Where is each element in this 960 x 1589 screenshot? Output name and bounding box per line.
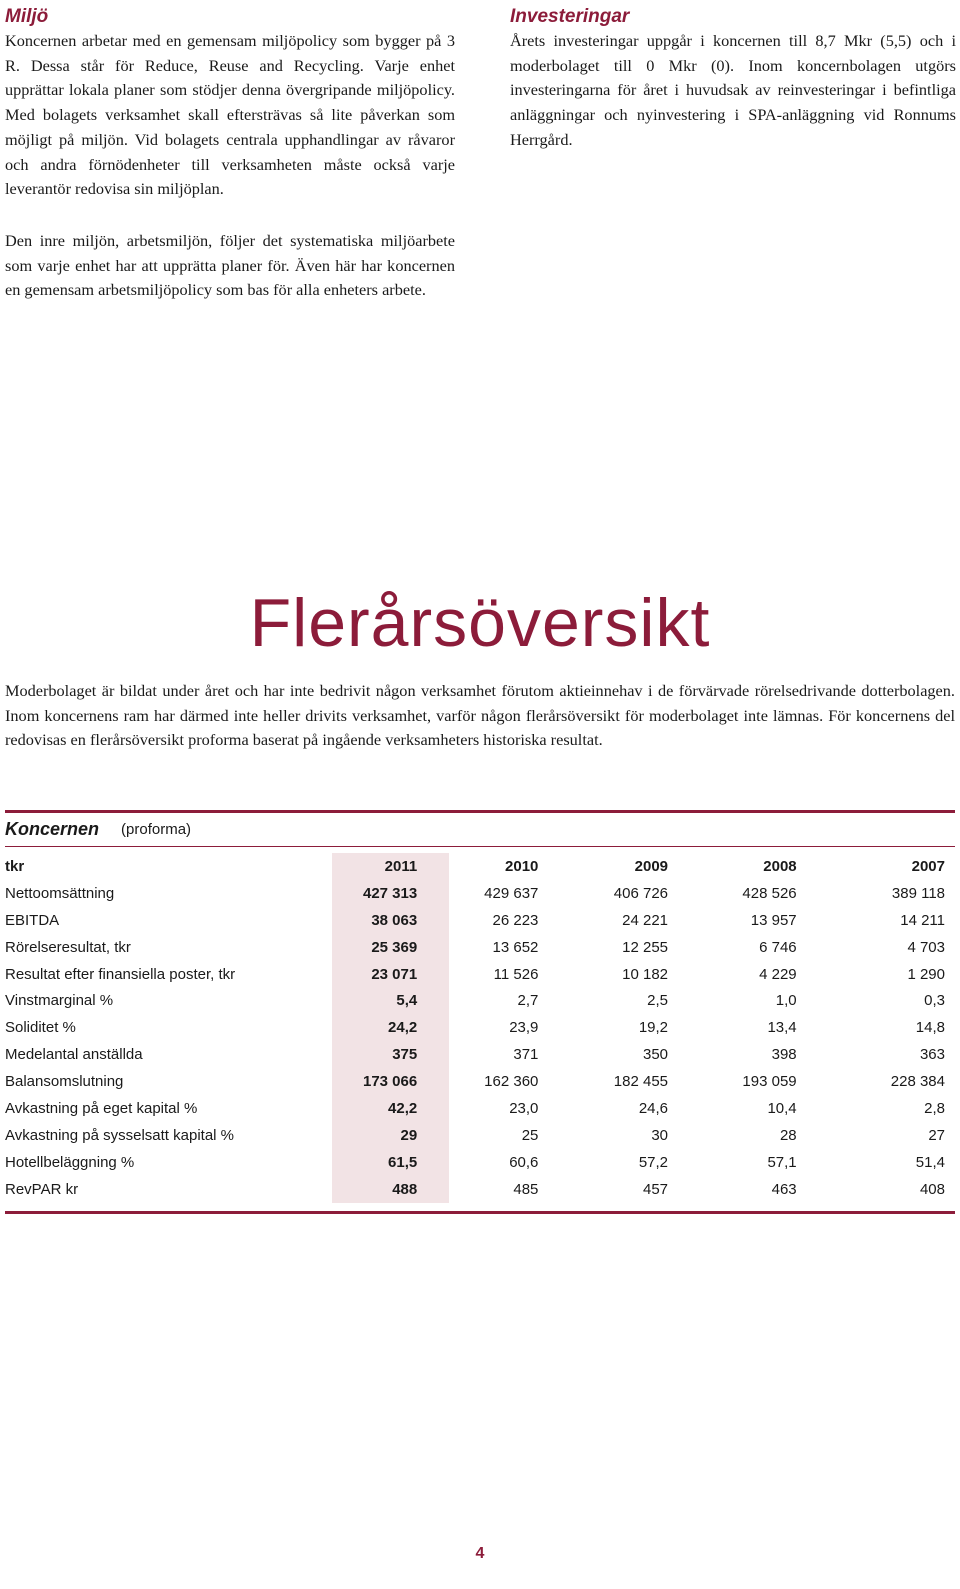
value-cell: 12 255 — [622, 938, 669, 956]
row-label-cell: EBITDA — [5, 911, 60, 929]
row-label-cell: RevPAR kr — [5, 1180, 79, 1198]
investeringar-section — [510, 4, 956, 153]
value-cell: 23 071 — [332, 961, 449, 988]
value-cell: 13,4 — [767, 1019, 797, 1037]
value-cell: 26 223 — [492, 911, 539, 929]
value-cell: 10,4 — [767, 1099, 797, 1117]
table-row — [5, 1176, 955, 1203]
value-cell: 23,9 — [509, 1019, 539, 1037]
value-cell: 27 — [928, 1126, 945, 1144]
investeringar-heading: Investeringar — [510, 6, 630, 27]
flerarsoversikt-intro: Moderbolaget är bildat under året och har inte bedrivit någon verksamhet förutom aktieinnehav i de förvärvade rörelsedrivande dotterbolagen. Inom koncernens ram har därmed inte heller drivits verksamhet, varför någon flerårsöversikt för moderbolaget inte lämnas. För koncernens del redovisas en flerårsöversikt proforma baserat på ingående verksamheters historiska resultat. — [5, 681, 955, 750]
row-label-cell: Nettoomsättning — [5, 884, 115, 902]
row-label-cell: Balansomslutning — [5, 1073, 124, 1091]
table-row — [5, 907, 955, 934]
header-cell: 2009 — [634, 857, 669, 875]
row-label-cell: Avkastning på eget kapital % — [5, 1099, 198, 1117]
table-subtitle: (proforma) — [121, 821, 192, 838]
value-cell: 406 726 — [613, 884, 669, 902]
value-cell: 25 369 — [332, 934, 449, 961]
row-label-cell: Soliditet % — [5, 1019, 76, 1037]
value-cell: 173 066 — [332, 1068, 449, 1095]
value-cell: 2,5 — [647, 992, 669, 1010]
miljo-section — [5, 4, 455, 202]
table-title: Koncernen — [5, 819, 100, 839]
value-cell: 363 — [919, 1046, 945, 1064]
table-header-row — [5, 853, 955, 880]
value-cell: 375 — [332, 1041, 449, 1068]
value-cell: 428 526 — [742, 884, 797, 902]
value-cell: 398 — [771, 1046, 797, 1064]
value-cell: 23,0 — [509, 1099, 539, 1117]
miljo-heading: Miljö — [5, 6, 49, 27]
header-cell: tkr — [5, 857, 25, 875]
page-title: Flerårsöversikt — [249, 585, 711, 661]
value-cell: 29 — [332, 1122, 449, 1149]
miljo-paragraph-1: Koncernen arbetar med en gemensam miljöpolicy som bygger på 3 R. Dessa står för Reduce, Reuse and Recycling. Varje enhet upprättar lokala planer som stödjer denna övergripande miljöpolicy. Med bolagets verksamhet skall eftersträvas så lite påverkan som möjligt på miljön. Vid bolagets centrala upphandlingar av råvaror och andra förnödenheter till verksamheten måste också varje leverantör redovisa sin miljöplan. — [5, 31, 455, 199]
multi-year-table — [5, 853, 955, 1203]
value-cell: 162 360 — [484, 1073, 539, 1091]
value-cell: 42,2 — [332, 1095, 449, 1122]
value-cell: 0,3 — [924, 992, 945, 1010]
value-cell: 408 — [919, 1180, 945, 1198]
table-row — [5, 1068, 955, 1095]
value-cell: 10 182 — [622, 965, 669, 983]
value-cell: 6 746 — [759, 938, 797, 956]
koncernen-table-section — [5, 810, 955, 1214]
value-cell: 14,8 — [915, 1019, 945, 1037]
value-cell: 371 — [513, 1046, 539, 1064]
table-row — [5, 880, 955, 907]
value-cell: 24,2 — [332, 1014, 449, 1041]
table-row — [5, 1149, 955, 1176]
value-cell: 24,6 — [638, 1099, 669, 1117]
header-cell: 2008 — [763, 857, 797, 875]
table-row — [5, 1014, 955, 1041]
value-cell: 2,8 — [924, 1099, 945, 1117]
value-cell: 11 526 — [493, 965, 539, 983]
value-cell: 193 059 — [742, 1073, 797, 1091]
table-row — [5, 1041, 955, 1068]
value-cell: 60,6 — [509, 1153, 539, 1171]
value-cell: 2,7 — [517, 992, 539, 1010]
value-cell: 13 957 — [750, 911, 797, 929]
value-cell: 28 — [779, 1126, 797, 1144]
table-bottom-rule — [5, 1211, 955, 1214]
header-cell: 2007 — [911, 857, 945, 875]
value-cell: 57,1 — [767, 1153, 797, 1171]
table-row — [5, 961, 955, 988]
value-cell: 19,2 — [638, 1019, 669, 1037]
value-cell: 457 — [642, 1180, 669, 1198]
value-cell: 57,2 — [638, 1153, 669, 1171]
row-label-cell: Medelantal anställda — [5, 1046, 143, 1064]
value-cell: 429 637 — [484, 884, 539, 902]
value-cell: 25 — [521, 1126, 539, 1144]
value-cell: 389 118 — [891, 884, 945, 902]
row-label-cell: Rörelseresultat, tkr — [5, 938, 131, 956]
table-row — [5, 1095, 955, 1122]
table-row — [5, 987, 955, 1014]
table-title-row — [5, 813, 955, 847]
value-cell: 51,4 — [915, 1153, 945, 1171]
miljo-paragraph-2: Den inre miljön, arbetsmiljön, följer det systematiska miljöarbete som varje enhet har att upprätta planer för. Även här har koncernen en gemensam arbetsmiljöpolicy som bas för alla enheters arbete. — [5, 231, 455, 300]
header-cell: 2010 — [505, 857, 539, 875]
header-cell: 2011 — [332, 853, 449, 880]
page-number: 4 — [475, 1545, 485, 1562]
value-cell: 427 313 — [332, 880, 449, 907]
value-cell: 488 — [332, 1176, 449, 1203]
value-cell: 61,5 — [332, 1149, 449, 1176]
value-cell: 30 — [651, 1126, 669, 1144]
row-label-cell: Resultat efter finansiella poster, tkr — [5, 965, 236, 983]
row-label-cell: Vinstmarginal % — [5, 992, 114, 1010]
value-cell: 485 — [513, 1180, 539, 1198]
table-row — [5, 934, 955, 961]
value-cell: 13 652 — [492, 938, 539, 956]
table-row — [5, 1122, 955, 1149]
value-cell: 463 — [771, 1180, 797, 1198]
row-label-cell: Avkastning på sysselsatt kapital % — [5, 1126, 235, 1144]
value-cell: 4 703 — [907, 938, 945, 956]
value-cell: 4 229 — [759, 965, 797, 983]
value-cell: 38 063 — [332, 907, 449, 934]
value-cell: 1,0 — [775, 992, 797, 1010]
value-cell: 1 290 — [907, 965, 945, 983]
value-cell: 5,4 — [332, 987, 449, 1014]
value-cell: 24 221 — [622, 911, 669, 929]
row-label-cell: Hotellbeläggning % — [5, 1153, 135, 1171]
value-cell: 228 384 — [890, 1073, 945, 1091]
value-cell: 350 — [642, 1046, 669, 1064]
investeringar-paragraph: Årets investeringar uppgår i koncernen till 8,7 Mkr (5,5) och i moderbolaget till 0 Mkr (0). Inom koncernbolagen utgörs investeringarna för året i huvudsak av reinvesteringar i befintliga anläggningar och nyinvestering i SPA-anläggning vid Ronnums Herrgård. — [510, 31, 956, 149]
value-cell: 182 455 — [613, 1073, 669, 1091]
value-cell: 14 211 — [900, 911, 945, 929]
